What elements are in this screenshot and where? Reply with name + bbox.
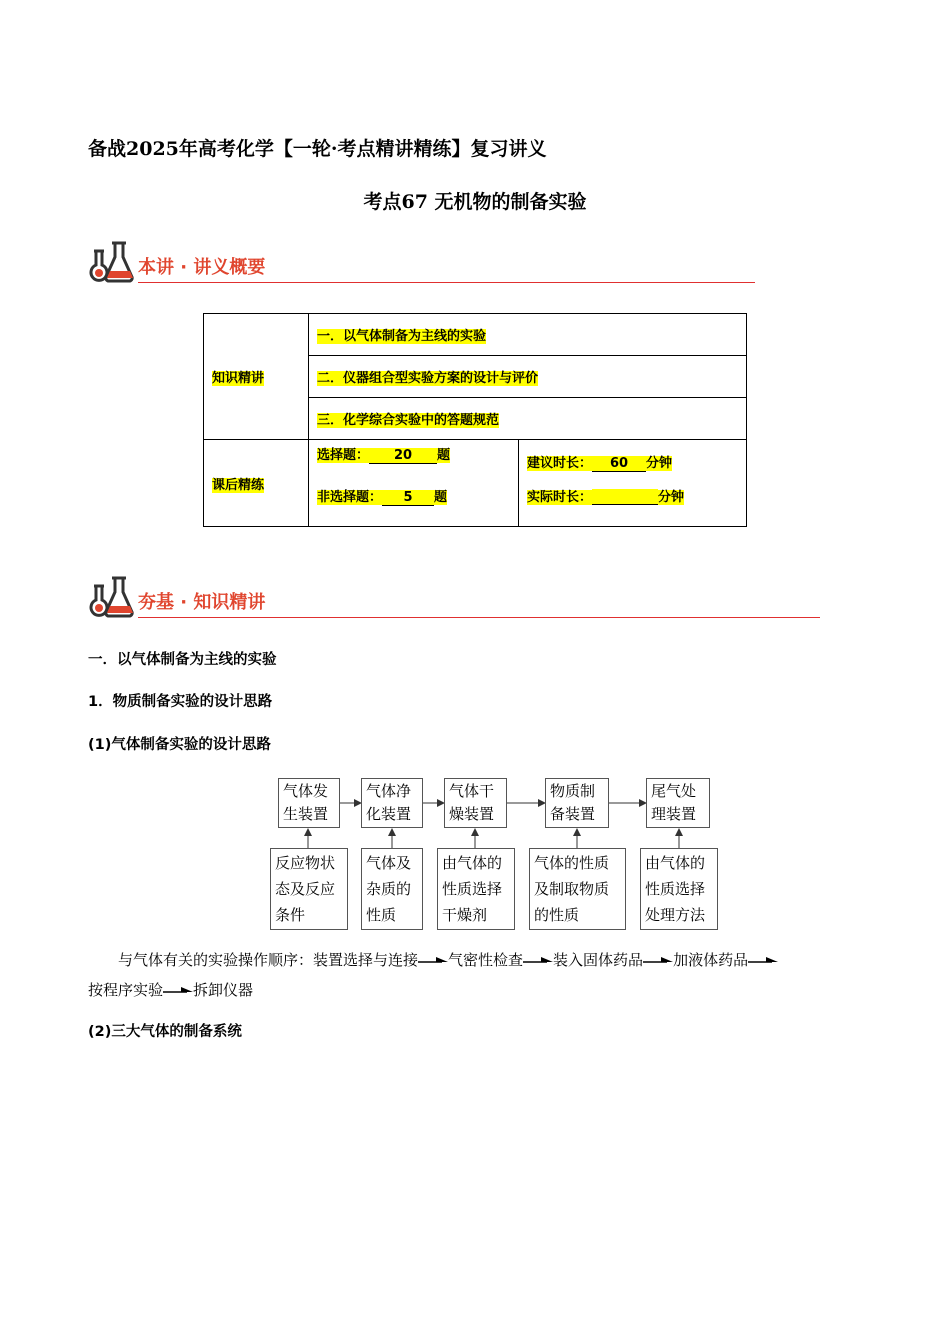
- arrow-right-icon: [748, 956, 778, 966]
- time-info: 建议时长： 60 分钟 实际时长： 分钟: [519, 440, 747, 527]
- knowledge-item: 二．仪器组合型实验方案的设计与评价: [309, 356, 747, 398]
- choice-count: 20: [369, 448, 437, 464]
- document-title: 备战2025年高考化学【一轮·考点精讲精练】复习讲义: [88, 138, 547, 160]
- flow-step-tail-gas: 尾气处 理装置: [646, 778, 710, 828]
- heading-three-gases: (2)三大气体的制备系统: [88, 1024, 242, 1040]
- heading-gas-design: (1)气体制备实验的设计思路: [88, 737, 271, 753]
- section-title: 夯基 · 知识精讲: [138, 592, 266, 613]
- flow-step-gas-purification: 气体净 化装置: [361, 778, 423, 828]
- arrow-right-icon: [163, 986, 193, 996]
- suggested-time: 60: [592, 456, 646, 472]
- arrow-right-icon: [643, 956, 673, 966]
- operation-order-line2: 按程序实验 拆卸仪器: [88, 981, 254, 999]
- flow-step-gas-drying: 气体干 燥装置: [444, 778, 507, 828]
- knowledge-item: 一．以气体制备为主线的实验: [309, 314, 747, 356]
- flow-note-reactant: 反应物状 态及反应 条件: [270, 848, 348, 930]
- heading-part-one: 一．以气体制备为主线的实验: [88, 652, 277, 668]
- arrow-right-icon: [418, 956, 448, 966]
- flow-note-treatment: 由气体的 性质选择 处理方法: [640, 848, 718, 930]
- flow-step-gas-generation: 气体发 生装置: [278, 778, 340, 828]
- topic-title: 考点67 无机物的制备实验: [363, 191, 587, 213]
- row-label-practice: 课后精练: [204, 440, 309, 527]
- nonchoice-count: 5: [382, 490, 434, 506]
- section-title: 本讲 · 讲义概要: [138, 257, 266, 278]
- question-counts: 选择题： 20 题 非选择题： 5 题: [309, 440, 519, 527]
- heading-design-idea: 1．物质制备实验的设计思路: [88, 694, 273, 710]
- flow-note-gas-property: 气体的性质 及制取物质 的性质: [529, 848, 626, 930]
- flow-note-impurity: 气体及 杂质的 性质: [361, 848, 423, 930]
- arrow-right-icon: [523, 956, 553, 966]
- row-label-knowledge: 知识精讲: [204, 314, 309, 440]
- flow-step-substance-preparation: 物质制 备装置: [545, 778, 609, 828]
- operation-order-line1: 与气体有关的实验操作顺序：装置选择与连接 气密性检查 装入固体药品 加液体药品: [118, 949, 778, 970]
- flow-note-desiccant: 由气体的 性质选择 干燥剂: [437, 848, 515, 930]
- knowledge-item: 三．化学综合实验中的答题规范: [309, 398, 747, 440]
